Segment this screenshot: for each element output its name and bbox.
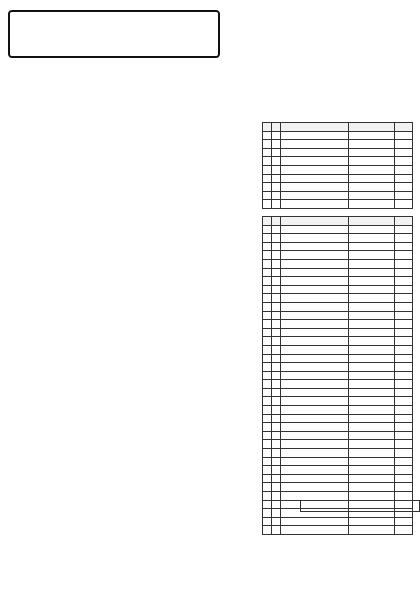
table-row [263,345,413,354]
cell-weekday [272,251,281,260]
cell-event [281,466,349,475]
cell-weekday [272,363,281,372]
cell-weekday [272,526,281,535]
cell-day [263,500,272,509]
table-row [263,157,413,166]
table-row [263,191,413,200]
cell-day [263,285,272,294]
cell-weekday [272,268,281,277]
cell-day [263,148,272,157]
cell-weekday [272,397,281,406]
cell-mark [395,492,413,501]
september-table-caption [262,208,412,216]
cell-weekday [272,328,281,337]
cell-time [349,474,395,483]
cell-day [263,517,272,526]
cell-day [263,457,272,466]
table-row [263,354,413,363]
cell-time [349,234,395,243]
cell-event [281,234,349,243]
cell-day [263,345,272,354]
cell-time [349,457,395,466]
cell-day [263,337,272,346]
cell-time [349,191,395,200]
cell-day [263,251,272,260]
cell-time [349,466,395,475]
cell-event [281,337,349,346]
cell-mark [395,268,413,277]
cell-weekday [272,302,281,311]
cell-weekday [272,285,281,294]
cell-day [263,380,272,389]
article-2 [8,300,252,319]
cell-event [281,354,349,363]
cell-event [281,140,349,149]
issue-date [230,14,412,26]
cell-time [349,251,395,260]
cell-event [281,526,349,535]
cell-time [349,285,395,294]
cell-event [281,242,349,251]
cell-mark [395,371,413,380]
cell-mark [395,517,413,526]
header-day [263,123,272,132]
cell-time [349,492,395,501]
table-row [263,337,413,346]
cell-time [349,440,395,449]
header-event [281,217,349,226]
cell-weekday [272,423,281,432]
cell-weekday [272,165,281,174]
cell-day [263,526,272,535]
cell-weekday [272,449,281,458]
cell-day [263,234,272,243]
cell-day [263,131,272,140]
cell-event [281,388,349,397]
cell-mark [395,302,413,311]
cell-weekday [272,234,281,243]
cell-day [263,431,272,440]
cell-time [349,345,395,354]
cell-day [263,509,272,518]
table-row [263,431,413,440]
cell-event [281,345,349,354]
cell-weekday [272,294,281,303]
cell-day [263,259,272,268]
table-row [263,371,413,380]
cell-time [349,449,395,458]
cell-time [349,157,395,166]
table-row [263,492,413,501]
cell-day [263,157,272,166]
cell-mark [395,251,413,260]
cell-weekday [272,131,281,140]
table-row [263,311,413,320]
cell-weekday [272,140,281,149]
cell-event [281,259,349,268]
school-name [230,26,412,38]
article-3 [8,460,252,479]
cell-weekday [272,414,281,423]
table-row [263,277,413,286]
cell-time [349,183,395,192]
table-row [263,449,413,458]
cell-mark [395,474,413,483]
article-1 [8,88,252,107]
cell-day [263,483,272,492]
table-row [263,165,413,174]
cell-day [263,449,272,458]
cell-time [349,363,395,372]
cell-day [263,140,272,149]
cell-event [281,457,349,466]
table-row [263,302,413,311]
cell-mark [395,285,413,294]
cell-event [281,320,349,329]
cell-weekday [272,183,281,192]
cell-time [349,397,395,406]
cell-event [281,251,349,260]
cell-mark [395,337,413,346]
issue-info [230,14,412,50]
cell-day [263,397,272,406]
cell-event [281,414,349,423]
cell-day [263,225,272,234]
cell-weekday [272,440,281,449]
cell-mark [395,380,413,389]
table-row [263,397,413,406]
header-time [349,123,395,132]
table-row [263,225,413,234]
cell-mark [395,174,413,183]
cell-time [349,140,395,149]
header-weekday [272,123,281,132]
cell-mark [395,225,413,234]
cell-event [281,431,349,440]
cell-event [281,183,349,192]
table-row [263,380,413,389]
cell-time [349,148,395,157]
cell-day [263,165,272,174]
cell-day [263,294,272,303]
header-mark [395,217,413,226]
cell-mark [395,526,413,535]
cell-mark [395,423,413,432]
cell-event [281,174,349,183]
cell-mark [395,354,413,363]
cell-mark [395,131,413,140]
newsletter-title [8,10,220,58]
cell-event [281,131,349,140]
cell-weekday [272,371,281,380]
cell-weekday [272,174,281,183]
cell-weekday [272,345,281,354]
cell-event [281,302,349,311]
cell-weekday [272,354,281,363]
cell-mark [395,328,413,337]
cell-weekday [272,388,281,397]
cell-mark [395,449,413,458]
cell-mark [395,140,413,149]
cell-event [281,449,349,458]
table-row [263,285,413,294]
cell-event [281,294,349,303]
cell-day [263,268,272,277]
table-row [263,483,413,492]
article-2-heading [8,300,252,315]
article-1-heading [8,88,252,103]
cell-mark [395,242,413,251]
cell-mark [395,345,413,354]
cell-mark [395,457,413,466]
cell-event [281,492,349,501]
cell-mark [395,388,413,397]
cell-time [349,268,395,277]
header-time [349,217,395,226]
cell-mark [395,234,413,243]
cell-mark [395,294,413,303]
cell-event [281,225,349,234]
table-row [263,268,413,277]
cell-time [349,483,395,492]
cell-weekday [272,509,281,518]
cell-mark [395,363,413,372]
article-3-heading [8,460,252,475]
cell-time [349,242,395,251]
cell-event [281,363,349,372]
cell-day [263,183,272,192]
cell-event [281,474,349,483]
cell-weekday [272,191,281,200]
cell-weekday [272,225,281,234]
cell-time [349,337,395,346]
cell-day [263,242,272,251]
table-row [263,406,413,415]
cell-time [349,371,395,380]
cell-day [263,466,272,475]
cell-day [263,414,272,423]
cell-day [263,406,272,415]
cell-day [263,492,272,501]
cell-time [349,414,395,423]
cell-mark [395,466,413,475]
cell-event [281,277,349,286]
cell-weekday [272,517,281,526]
table-header-row [263,123,413,132]
cell-mark [395,440,413,449]
cell-time [349,354,395,363]
cell-time [349,320,395,329]
cell-day [263,277,272,286]
cell-mark [395,431,413,440]
august-table-caption [262,114,412,122]
cell-event [281,371,349,380]
table-row [263,466,413,475]
cell-weekday [272,337,281,346]
cell-day [263,174,272,183]
cell-weekday [272,259,281,268]
cell-day [263,474,272,483]
table-row [263,414,413,423]
footnote [300,500,420,512]
header-mark [395,123,413,132]
cell-mark [395,277,413,286]
cell-day [263,363,272,372]
cell-event [281,423,349,432]
cell-event [281,328,349,337]
table-row [263,259,413,268]
table-row [263,140,413,149]
table-row [263,131,413,140]
cell-time [349,431,395,440]
cell-weekday [272,157,281,166]
cell-time [349,259,395,268]
cell-mark [395,148,413,157]
cell-weekday [272,457,281,466]
cell-day [263,354,272,363]
cell-time [349,174,395,183]
cell-day [263,191,272,200]
cell-event [281,517,349,526]
cell-event [281,397,349,406]
cell-time [349,311,395,320]
header-day [263,217,272,226]
cell-mark [395,259,413,268]
cell-event [281,268,349,277]
cell-event [281,380,349,389]
cell-event [281,157,349,166]
header-weekday [272,217,281,226]
table-row [263,457,413,466]
cell-mark [395,311,413,320]
cell-event [281,191,349,200]
cell-mark [395,414,413,423]
september-schedule-table [262,216,413,535]
cell-day [263,328,272,337]
table-row [263,148,413,157]
cell-mark [395,191,413,200]
table-row [263,294,413,303]
table-row [263,251,413,260]
cell-time [349,294,395,303]
cell-event [281,285,349,294]
cell-mark [395,397,413,406]
table-row [263,183,413,192]
cell-day [263,311,272,320]
table-row [263,474,413,483]
table-row [263,388,413,397]
cell-weekday [272,466,281,475]
cell-mark [395,165,413,174]
cell-weekday [272,277,281,286]
table-header-row [263,217,413,226]
table-row [263,320,413,329]
august-schedule-table [262,122,413,209]
cell-day [263,320,272,329]
table-row [263,328,413,337]
cell-weekday [272,242,281,251]
cell-event [281,165,349,174]
cell-weekday [272,406,281,415]
cell-event [281,483,349,492]
cell-time [349,526,395,535]
cell-event [281,311,349,320]
cell-day [263,302,272,311]
cell-time [349,225,395,234]
cell-time [349,328,395,337]
august-table-body [263,131,413,208]
cell-mark [395,183,413,192]
cell-mark [395,406,413,415]
cell-time [349,388,395,397]
cell-time [349,406,395,415]
table-row [263,234,413,243]
cell-weekday [272,380,281,389]
table-row [263,174,413,183]
header-event [281,123,349,132]
cell-weekday [272,483,281,492]
cell-day [263,423,272,432]
cell-weekday [272,311,281,320]
cell-weekday [272,474,281,483]
table-row [263,517,413,526]
cell-time [349,380,395,389]
cell-time [349,131,395,140]
cell-event [281,440,349,449]
cell-mark [395,320,413,329]
cell-weekday [272,431,281,440]
cell-time [349,302,395,311]
cell-day [263,371,272,380]
cell-time [349,423,395,432]
table-row [263,526,413,535]
cell-mark [395,157,413,166]
cell-event [281,406,349,415]
cell-weekday [272,320,281,329]
cell-weekday [272,492,281,501]
table-row [263,423,413,432]
cell-day [263,388,272,397]
cell-mark [395,483,413,492]
september-table-body [263,225,413,534]
table-row [263,363,413,372]
cell-event [281,148,349,157]
cell-time [349,277,395,286]
newsletter-name [230,38,412,50]
table-row [263,242,413,251]
table-row [263,440,413,449]
cell-weekday [272,500,281,509]
cell-time [349,517,395,526]
cell-time [349,165,395,174]
cell-weekday [272,148,281,157]
cell-day [263,440,272,449]
